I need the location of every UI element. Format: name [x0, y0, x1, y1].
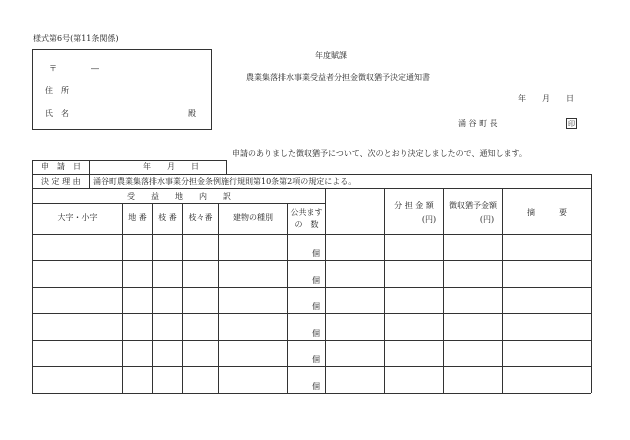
honorific: 殿: [188, 109, 196, 118]
col-share-amount-line1: 分 担 金 額: [394, 201, 434, 210]
application-date-label: 申 請 日: [41, 162, 81, 171]
decision-reason-value: 涌谷町農業集落排水事業分担金条例施行規則第10条第2項の規定による。: [93, 177, 357, 186]
row-3-unit: 個: [312, 302, 320, 311]
name-label: 氏 名: [45, 109, 69, 118]
col-aza: 大字・小字: [57, 213, 98, 222]
document-title: 農業集落排水事業受益者分担金徴収猶予決定通知書: [246, 73, 430, 82]
fiscal-year-tax: 年度賦課: [315, 51, 347, 60]
intro-text: 申請のありました徴収猶予について、次のとおり決定しましたので、通知します。: [232, 149, 527, 158]
col-deferred-amount-line2: (円): [479, 215, 495, 224]
row-6-unit: 個: [312, 382, 320, 391]
col-public-basins-line1: 公共ます: [290, 208, 323, 217]
postal-mark: 〒: [49, 64, 57, 73]
group-header: 受 益 地 内 訳: [127, 192, 231, 201]
recipient-address-box: [32, 49, 212, 130]
col-edaban: 枝 番: [158, 213, 177, 222]
col-public-basins-line2: の 数: [294, 220, 319, 229]
col-share-amount-line2: (円): [421, 215, 437, 224]
address-label: 住 所: [45, 86, 69, 95]
issuer-name: 涌 谷 町 長: [458, 119, 498, 128]
row-2-unit: 個: [312, 276, 320, 285]
col-deferred-amount-line1: 徴収猶予金額: [449, 201, 497, 210]
form-number: 様式第6号(第11条関係): [33, 34, 119, 43]
row-4-unit: 個: [312, 329, 320, 338]
postal-dash: ―: [91, 64, 99, 73]
col-chiban: 地 番: [128, 213, 147, 222]
row-5-unit: 個: [312, 355, 320, 364]
col-edaedaban: 枝々番: [188, 213, 213, 222]
col-remarks: 摘 要: [527, 208, 567, 217]
row-1-unit: 個: [312, 249, 320, 258]
issue-date: 年 月 日: [518, 94, 574, 103]
seal-mark: 印: [568, 120, 575, 128]
col-building-type: 建物の種別: [233, 213, 273, 222]
decision-reason-label: 決 定 理 由: [41, 177, 81, 186]
application-date-value: 年 月 日: [143, 162, 199, 171]
